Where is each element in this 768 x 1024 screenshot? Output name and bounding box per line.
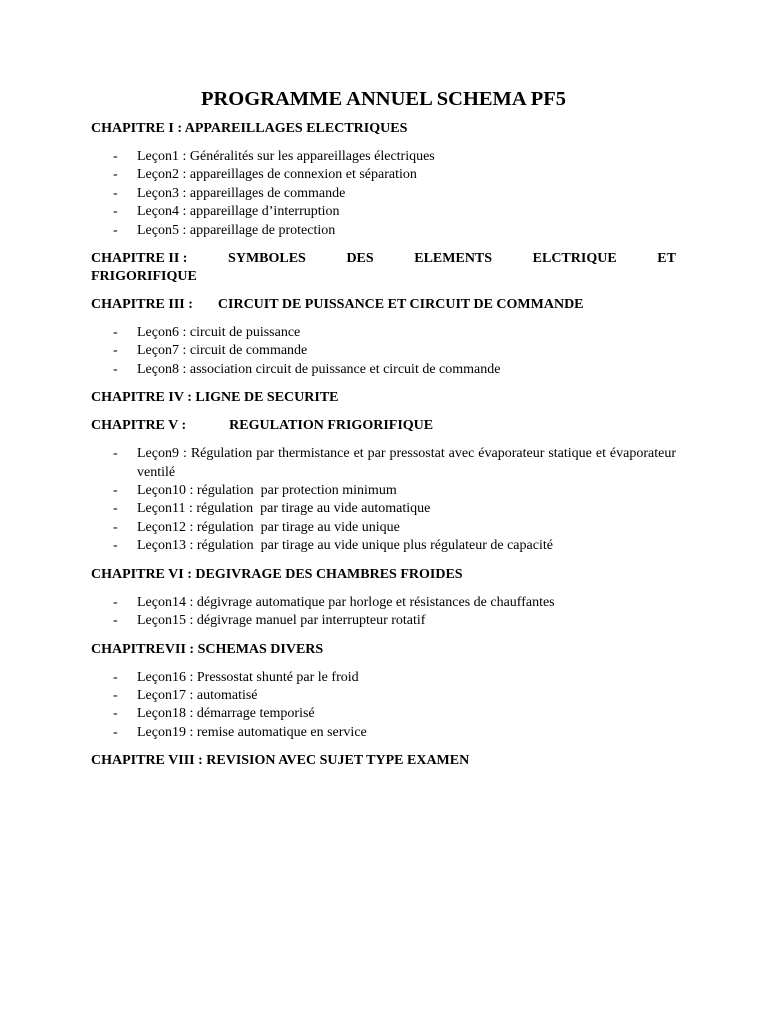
- chapter-title: CIRCUIT DE PUISSANCE ET CIRCUIT DE COMMANDE: [217, 297, 584, 313]
- list-item: [91, 594, 676, 612]
- lesson-text: Leçon6 : circuit de puissance: [137, 325, 301, 341]
- list-marker: -: [113, 204, 118, 220]
- lesson-text: Leçon19 : remise automatique en service: [137, 724, 367, 740]
- heading-word: SYMBOLES: [228, 251, 306, 267]
- chapter-7: [91, 641, 676, 743]
- chapter-heading: CHAPITRE I : APPAREILLAGES ELECTRIQUES: [91, 121, 408, 136]
- list-item: [91, 222, 676, 240]
- chapter-label: CHAPITRE V :: [91, 418, 187, 434]
- lesson-text: Leçon17 : automatisé: [137, 687, 258, 703]
- chapter-1: [91, 120, 676, 240]
- document-page: [91, 86, 676, 770]
- lesson-text: Leçon18 : démarrage temporisé: [137, 706, 315, 722]
- lesson-list: [91, 324, 676, 379]
- chapter-heading: CHAPITREVII : SCHEMAS DIVERS: [91, 641, 324, 657]
- document-title: PROGRAMME ANNUEL SCHEMA PF5: [200, 88, 567, 110]
- lesson-list: [91, 669, 676, 743]
- list-marker: -: [113, 724, 118, 740]
- heading-word: ET: [657, 251, 676, 267]
- list-marker: -: [113, 325, 118, 341]
- heading-word: DES: [346, 251, 374, 267]
- chapter-heading: [91, 417, 676, 435]
- lesson-text: Leçon10 : régulation par protection minimum: [137, 483, 397, 499]
- list-marker: -: [113, 687, 118, 703]
- chapter-label: CHAPITRE III :: [91, 297, 193, 313]
- lesson-text: Leçon1 : Généralités sur les appareillages électriques: [137, 149, 435, 164]
- chapter-2: [91, 250, 676, 296]
- list-item: [91, 612, 676, 630]
- list-marker: -: [113, 538, 118, 554]
- lesson-text: Leçon15 : dégivrage manuel par interrupteur rotatif: [137, 613, 426, 629]
- list-marker: -: [113, 446, 118, 462]
- chapter-4: [91, 389, 676, 417]
- heading-word: CHAPITRE II :: [91, 251, 188, 267]
- list-marker: -: [113, 501, 118, 517]
- chapter-heading: CHAPITRE VI : DEGIVRAGE DES CHAMBRES FROIDES: [91, 566, 463, 582]
- chapter-heading-continuation: FRIGORIFIQUE: [91, 269, 197, 285]
- list-marker: -: [113, 222, 118, 238]
- lesson-text: Leçon8 : association circuit de puissance et circuit de commande: [137, 361, 501, 377]
- list-item: [91, 669, 676, 687]
- chapter-6: [91, 566, 676, 631]
- lesson-text: Leçon12 : régulation par tirage au vide unique: [137, 519, 400, 535]
- lesson-text: Leçon9 : Régulation par thermistance et par pressostat avec évaporateur statique et évaporateur ventilé: [137, 446, 676, 480]
- list-item: [91, 166, 676, 184]
- list-item: [91, 148, 676, 166]
- list-marker: -: [113, 361, 118, 377]
- heading-word: ELEMENTS: [414, 251, 493, 267]
- chapter-heading: [91, 296, 676, 314]
- lesson-text: Leçon16 : Pressostat shunté par le froid: [137, 669, 359, 685]
- list-item: [91, 203, 676, 221]
- lesson-list: [91, 594, 676, 631]
- list-item: [91, 342, 676, 360]
- chapter-heading: CHAPITRE VIII : REVISION AVEC SUJET TYPE EXAMEN: [91, 753, 470, 769]
- lesson-text: Leçon13 : régulation par tirage au vide unique plus régulateur de capacité: [137, 538, 553, 554]
- list-marker: -: [113, 519, 118, 535]
- list-marker: -: [113, 706, 118, 722]
- list-item: [91, 724, 676, 742]
- chapter-8: [91, 752, 676, 770]
- list-item: [91, 519, 676, 537]
- list-marker: -: [113, 594, 118, 610]
- lesson-text: Leçon11 : régulation par tirage au vide automatique: [137, 501, 431, 517]
- chapter-heading: CHAPITRE IV : LIGNE DE SECURITE: [91, 390, 339, 406]
- list-marker: -: [113, 167, 118, 183]
- list-item: [91, 705, 676, 723]
- list-item: [91, 324, 676, 342]
- list-item: [91, 482, 676, 500]
- lesson-text: Leçon3 : appareillages de commande: [137, 185, 346, 201]
- list-marker: -: [113, 343, 118, 359]
- list-item: [91, 687, 676, 705]
- lesson-text: Leçon2 : appareillages de connexion et séparation: [137, 167, 417, 183]
- list-marker: -: [113, 613, 118, 629]
- heading-word: ELCTRIQUE: [532, 251, 617, 267]
- lesson-text: Leçon7 : circuit de commande: [137, 343, 308, 359]
- list-marker: -: [113, 483, 118, 499]
- chapter-3: [91, 296, 676, 379]
- chapter-title: REGULATION FRIGORIFIQUE: [229, 418, 434, 434]
- list-item: [91, 537, 676, 555]
- lesson-list: [91, 148, 676, 240]
- lesson-list: [91, 445, 676, 555]
- chapter-heading: [91, 250, 676, 268]
- lesson-text: Leçon5 : appareillage de protection: [137, 222, 336, 238]
- lesson-text: Leçon4 : appareillage d’interruption: [137, 204, 340, 220]
- list-marker: -: [113, 669, 118, 685]
- chapter-5: [91, 417, 676, 555]
- list-marker: -: [113, 185, 118, 201]
- list-item: [91, 185, 676, 203]
- list-marker: -: [113, 149, 118, 164]
- list-item: [91, 445, 676, 482]
- list-item: [91, 361, 676, 379]
- lesson-text: Leçon14 : dégivrage automatique par horloge et résistances de chauffantes: [137, 594, 555, 610]
- list-item: [91, 500, 676, 518]
